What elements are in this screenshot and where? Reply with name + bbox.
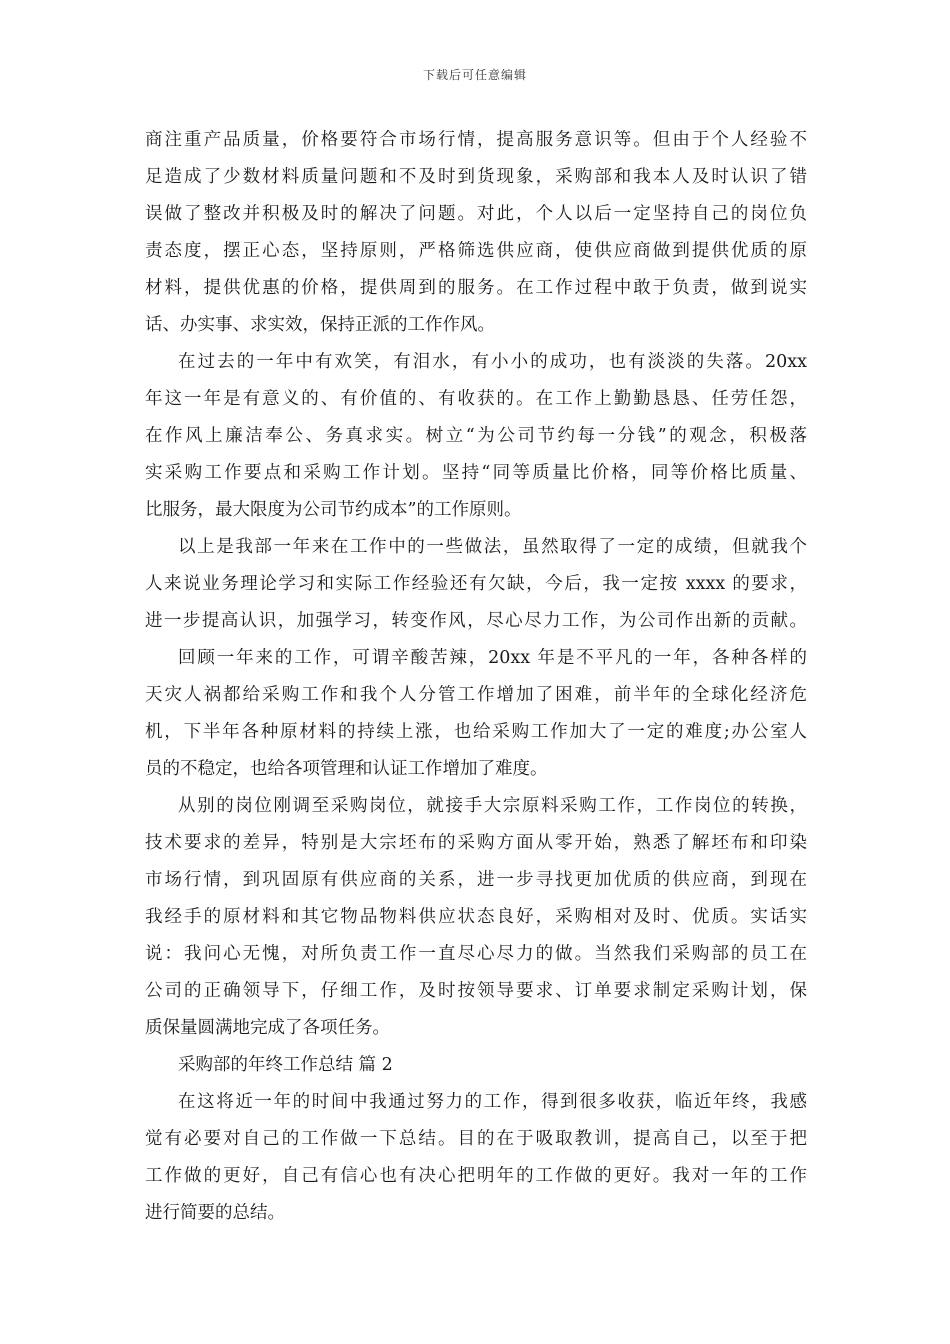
text-line: 在这将近一年的时间中我通过努力的工作，得到很多收获，临近年终，我感 xyxy=(178,1092,807,1112)
text-line: 从别的岗位刚调至采购岗位，就接手大宗原料采购工作，工作岗位的转换， xyxy=(178,796,807,816)
text-line: 材料，提供优惠的价格，提供周到的服务。在工作过程中敢于负责，做到说实 xyxy=(145,278,807,298)
text-line: 采购部的年终工作总结 篇 2 xyxy=(178,1055,393,1075)
text-line: 工作做的更好，自己有信心也有决心把明年的工作做的更好。我对一年的工作 xyxy=(145,1166,807,1186)
text-line: 误做了整改并积极及时的解决了问题。对此，个人以后一定坚持自己的岗位负 xyxy=(145,204,807,224)
text-line: 话、办实事、求实效，保持正派的工作作风。 xyxy=(145,315,495,335)
text-line: 在过去的一年中有欢笑，有泪水，有小小的成功，也有淡淡的失落。20xx xyxy=(178,352,807,372)
text-line: 我经手的原材料和其它物品物料供应状态良好，采购相对及时、优质。实话实 xyxy=(145,907,807,927)
text-line: 员的不稳定，也给各项管理和认证工作增加了难度。 xyxy=(145,759,548,779)
text-line: 以上是我部一年来在工作中的一些做法，虽然取得了一定的成绩，但就我个 xyxy=(178,537,807,557)
page-header: 下载后可任意编辑 xyxy=(422,68,527,82)
text-line: 市场行情，到巩固原有供应商的关系，进一步寻找更加优质的供应商，到现在 xyxy=(145,870,807,890)
document-body xyxy=(145,122,807,1232)
text-line: 实采购工作要点和采购工作计划。坚持“同等质量比价格，同等价格比质量、 xyxy=(145,463,807,483)
text-line: 人来说业务理论学习和实际工作经验还有欠缺，今后，我一定按 xxxx 的要求， xyxy=(145,574,807,594)
text-line: 在作风上廉洁奉公、务真求实。树立“为公司节约每一分钱”的观念，积极落 xyxy=(145,426,807,446)
text-line: 回顾一年来的工作，可谓辛酸苦辣，20xx 年是不平凡的一年，各种各样的 xyxy=(178,648,807,668)
text-line: 商注重产品质量，价格要符合市场行情，提高服务意识等。但由于个人经验不 xyxy=(145,130,807,150)
text-line: 足造成了少数材料质量问题和不及时到货现象，采购部和我本人及时认识了错 xyxy=(145,167,807,187)
text-line: 天灾人祸都给采购工作和我个人分管工作增加了困难，前半年的全球化经济危 xyxy=(145,685,807,705)
text-line: 说：我问心无愧，对所负责工作一直尽心尽力的做。当然我们采购部的员工在 xyxy=(145,944,807,964)
text-line: 比服务，最大限度为公司节约成本”的工作原则。 xyxy=(145,500,522,520)
text-line: 质保量圆满地完成了各项任务。 xyxy=(145,1018,390,1038)
text-line: 公司的正确领导下，仔细工作，及时按领导要求、订单要求制定采购计划，保 xyxy=(145,981,807,1001)
text-line: 进行简要的总结。 xyxy=(145,1203,285,1223)
text-line: 年这一年是有意义的、有价值的、有收获的。在工作上勤勤恳恳、任劳任怨， xyxy=(145,389,807,409)
text-line: 机，下半年各种原材料的持续上涨，也给采购工作加大了一定的难度;办公室人 xyxy=(145,722,807,742)
text-line: 技术要求的差异，特别是大宗坯布的采购方面从零开始，熟悉了解坯布和印染 xyxy=(145,833,807,853)
text-line: 进一步提高认识，加强学习，转变作风，尽心尽力工作，为公司作出新的贡献。 xyxy=(145,611,807,631)
text-line: 觉有必要对自己的工作做一下总结。目的在于吸取教训，提高自己，以至于把 xyxy=(145,1129,807,1149)
text-line: 责态度，摆正心态，坚持原则，严格筛选供应商，使供应商做到提供优质的原 xyxy=(145,241,807,261)
